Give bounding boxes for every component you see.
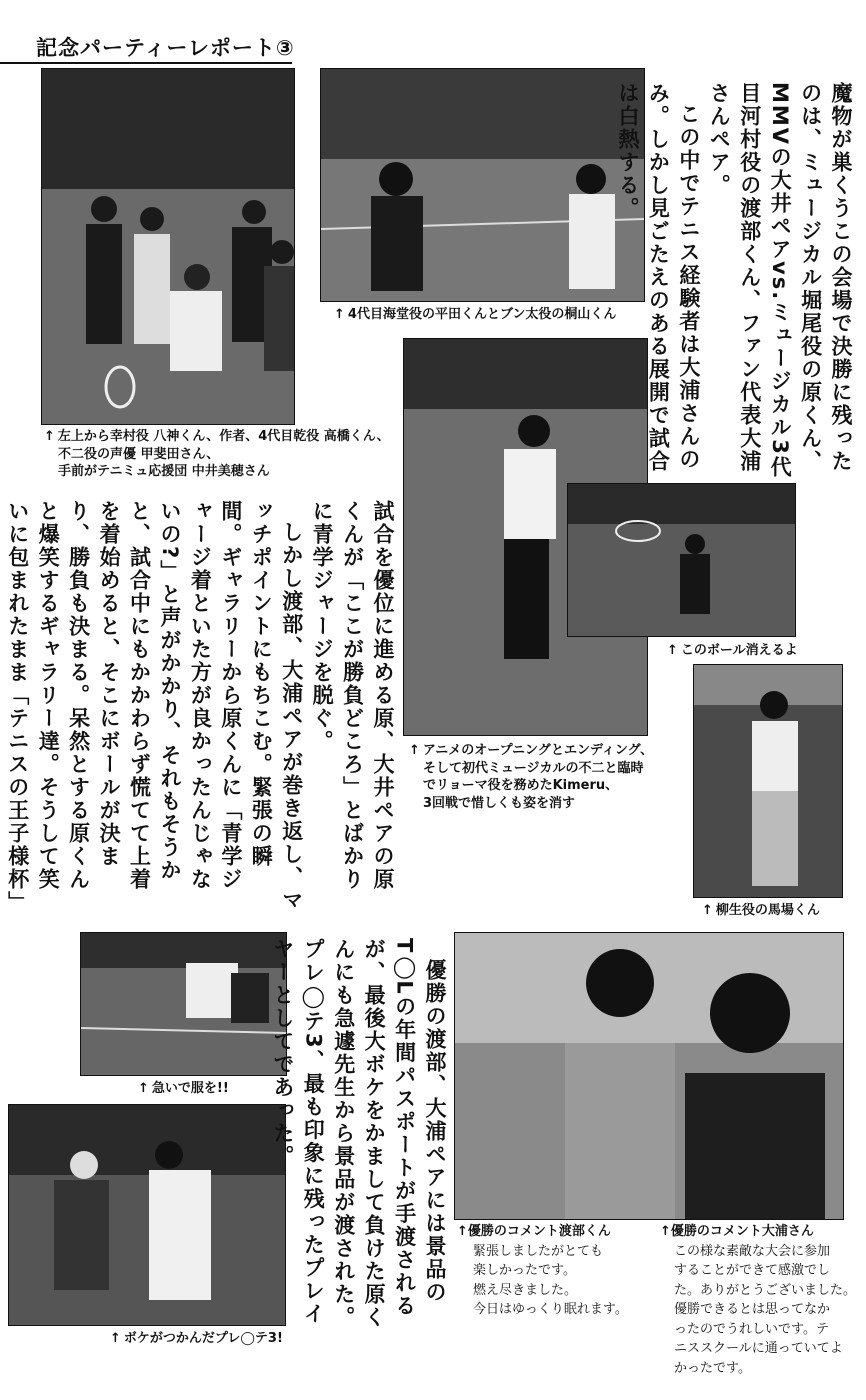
hirata-kiriyama-photo	[320, 68, 645, 302]
baba-caption: ↑ 柳生役の馬場くん	[702, 903, 820, 918]
oura-comment: ↑優勝のコメント大浦さん この様な素敵な大会に参加 することができて感激でし た。ありがとうございました。 優勝できるとは思ってなか ったのでうれしいです。テ ニススクールに通っていてよ かったです。	[660, 1224, 857, 1376]
col2-para-1: 試合を優位に進める原、大井ペアの原くんが「ここが勝負どころ」とばかりに青学ジャージを脱ぐ。	[310, 500, 395, 891]
watanabe-comment: ↑優勝のコメント渡部くん 緊張しましたがとても 楽しかったです。 燃え尽きました。 今日はゆっくり眠れます。	[457, 1224, 628, 1317]
article-col-2	[5, 500, 398, 912]
clothes-caption: ↑ 急いで服を!!	[138, 1081, 229, 1096]
clothes-photo	[80, 932, 287, 1076]
ps3-caption: ↑ ボケがつかんだプレ◯テ3!	[110, 1331, 283, 1346]
col3-para-1: 優勝の渡部、大浦ペアには景品のT◯Lの年間パスポートが手渡されるが、最後大ボケをかまして負けた原くんにも急遽先生から景品が渡された。プレ◯テ3、最も印象に残ったプレイヤーとしてであった。	[270, 938, 447, 1329]
title-underline	[0, 62, 292, 64]
hirata-kiriyama-caption: ↑ 4代目海堂役の平田くんとブン太役の桐山くん	[334, 307, 617, 322]
col1-para-2: この中でテニス経験者は大浦さんのみ。しかし見ごたえのある展開で試合は白熱する。	[615, 82, 701, 473]
winners-photo	[454, 932, 844, 1220]
ps3-photo	[8, 1104, 286, 1326]
ball-caption: ↑ このボール消えるよ	[667, 643, 798, 658]
article-col-3	[270, 938, 450, 1340]
kimeru-caption: ↑ アニメのオープニングとエンディング、 そして初代ミュージカルの不二と臨時 でリョーマ役を務めたKimeru、 3回戦で惜しくも姿を消す	[409, 743, 654, 811]
article-col-1	[615, 82, 856, 487]
col2-para-2: しかし渡部、大浦ペアが巻き返し、マッチポイントにもちこむ。緊張の瞬間。ギャラリーから原くんに「青学ジャージ着といた方が良かったんじゃないの?」と声がかかり、それもそうかと、試合中にもかかわらず慌てて上着を着始めると、そこにボールが決まり、勝負も決まる。呆然とする原くんと爆笑するギャラリー達。そうして笑いに包まれたまま「テニスの王子様杯」	[5, 500, 304, 912]
baba-photo	[693, 664, 843, 898]
col1-para-1: 魔物が巣くうこの会場で決勝に残ったのは、ミュージカル堀尾役の原くん、MMVの大井ペアvs.ミュージカル3代目河村役の渡部くん、ファン代表大浦さんペア。	[707, 82, 853, 479]
group-photo	[41, 68, 295, 425]
ball-photo	[567, 483, 796, 637]
group-caption: ↑ 左上から幸村役 八神くん、作者、4代目乾役 高橋くん、 不二役の声優 甲斐田さん、 手前がテニミュ応援団 中井美穂さん	[44, 429, 390, 480]
page-title: 記念パーティーレポート③	[36, 36, 295, 60]
